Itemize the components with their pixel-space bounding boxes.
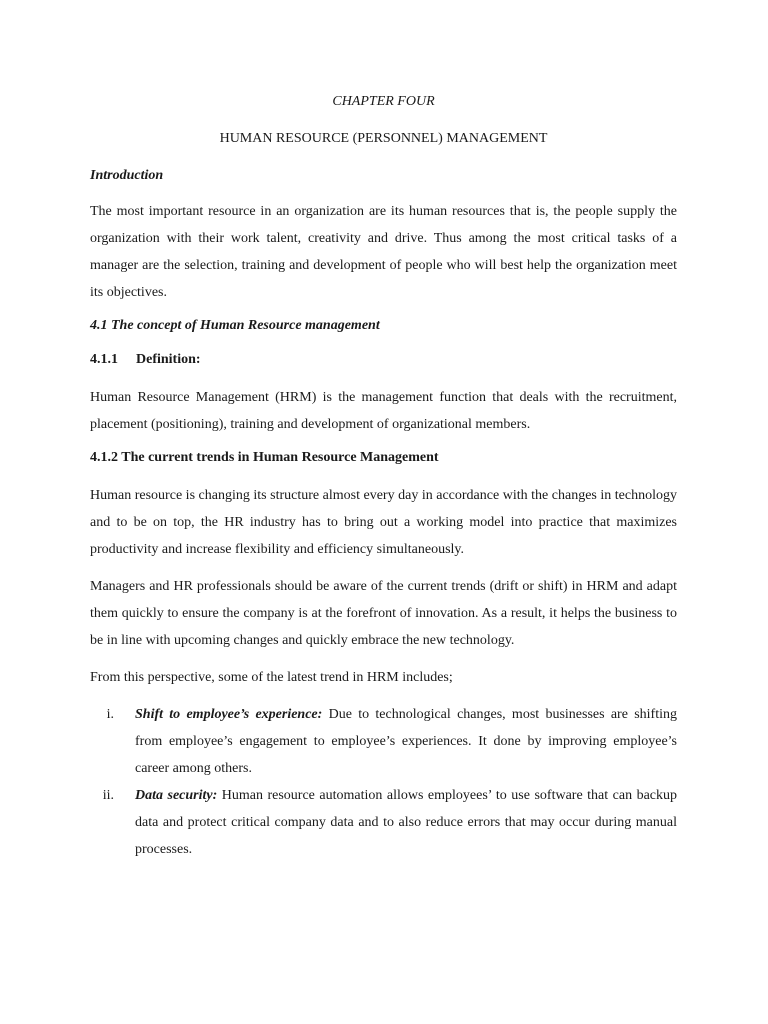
document-body [90,92,677,863]
list-item-lead: Shift to employee’s experience: [135,707,323,722]
definition-paragraph: Human Resource Management (HRM) is the management function that deals with the recruitment, placement (positioning), training and development of organizational members. [90,390,677,432]
list-marker: i. [106,707,114,722]
list-marker: ii. [102,788,114,803]
section-heading: 4.1 The concept of Human Resource management [90,318,380,333]
list-item [90,782,677,863]
trends-paragraph-3: From this perspective, some of the latest trend in HRM includes; [90,670,453,685]
list-item [90,701,677,782]
trends-heading: 4.1.2 The current trends in Human Resource Management [90,450,439,465]
intro-paragraph: The most important resource in an organization are its human resources that is, the people supply the organization with their work talent, creativity and drive. Thus among the most critical tasks of a manager are the selection, training and development of people who will best help the organization meet its objectives. [90,204,677,300]
trends-paragraph-1: Human resource is changing its structure almost every day in accordance with the changes in technology and to be on top, the HR industry has to bring out a working model into practice that maximizes productivity and increase flexibility and efficiency simultaneously. [90,488,677,557]
list-item-text: Due to technological changes, most businesses are shifting from employee’s engagement to employee’s experiences. It done by improving employee’s career among others. [135,707,677,776]
intro-heading: Introduction [90,168,164,183]
list-item-text: Human resource automation allows employees’ to use software that can backup data and protect critical company data and to also reduce errors that may occur during manual processes. [135,788,677,857]
chapter-label: CHAPTER FOUR [332,94,435,109]
page-title: HUMAN RESOURCE (PERSONNEL) MANAGEMENT [219,131,548,146]
trends-list [90,701,677,863]
definition-heading [90,350,677,370]
trends-paragraph-2: Managers and HR professionals should be aware of the current trends (drift or shift) in HRM and adapt them quickly to ensure the company is at the forefront of innovation. As a result, it helps the business to be in line with upcoming changes and quickly embrace the new technology. [90,579,677,648]
list-item-lead: Data security: [135,788,218,803]
definition-label: Definition: [136,352,201,367]
definition-number: 4.1.1 [90,352,118,367]
